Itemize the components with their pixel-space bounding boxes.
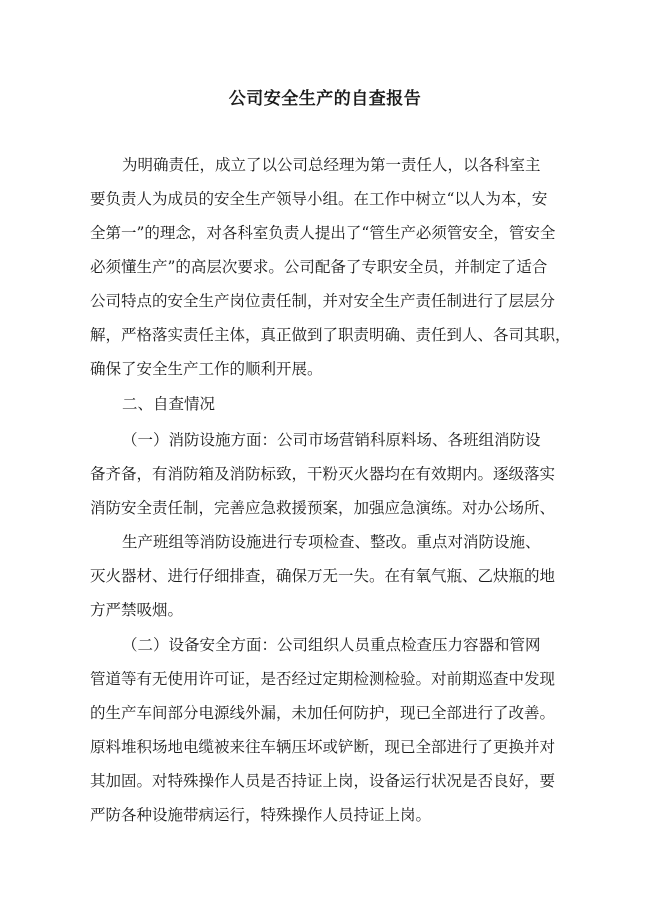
paragraph-1-line-3: 全第一”的理念，对各科室负责人提出了“管生产必须管安全，管安全 [90,224,556,242]
paragraph-4-line-2: 管道等有无使用许可证，是否经过定期检测检验。对前期巡查中发现 [90,670,556,688]
paragraph-1-line-5: 公司特点的安全生产岗位责任制，并对安全生产责任制进行了层层分 [90,292,556,310]
paragraph-1-line-2: 要负责人为成员的安全生产领导小组。在工作中树立“以人为本，安 [90,190,548,208]
paragraph-1-line-7: 确保了安全生产工作的顺利开展。 [90,360,323,378]
paragraph-4-line-1: （二）设备安全方面：公司组织人员重点检查压力容器和管网 [122,636,541,654]
paragraph-3-line-3: 消防安全责任制，完善应急救援预案，加强应急演练。对办公场所、 [90,499,556,517]
document-title: 公司安全生产的自查报告 [228,89,422,109]
paragraph-4-line-4: 原料堆积场地电缆被来往车辆压坏或铲断，现已全部进行了更换并对 [90,738,556,756]
paragraph-3-line-4: 生产班组等消防设施进行专项检查、整改。重点对消防设施、 [122,533,541,551]
paragraph-4-line-3: 的生产车间部分电源线外漏，未加任何防护，现已全部进行了改善。 [90,704,556,722]
paragraph-1-line-1: 为明确责任，成立了以公司总经理为第一责任人，以各科室主 [122,156,541,174]
paragraph-3-line-2: 备齐备，有消防箱及消防标致，干粉灭火器均在有效期内。逐级落实 [90,465,556,483]
paragraph-3-line-6: 方严禁吸烟。 [90,601,184,619]
paragraph-3-line-5: 灭火器材、进行仔细排查，确保万无一失。在有氧气瓶、乙炔瓶的地 [90,567,556,585]
paragraph-4-line-6: 严防各种设施带病运行，特殊操作人员持证上岗。 [90,806,432,824]
paragraph-4-line-5: 其加固。对特殊操作人员是否持证上岗，设备运行状况是否良好，要 [90,772,556,790]
paragraph-1-line-6: 解，严格落实责任主体，真正做到了职责明确、责任到人、各司其职， [90,326,571,344]
paragraph-1-line-4: 必须懂生产”的高层次要求。公司配备了专职安全员，并制定了适合 [90,258,548,276]
section-heading-self-inspection: 二、自查情况 [122,395,216,413]
paragraph-3-line-1: （一）消防设施方面：公司市场营销科原料场、各班组消防设 [122,431,541,449]
